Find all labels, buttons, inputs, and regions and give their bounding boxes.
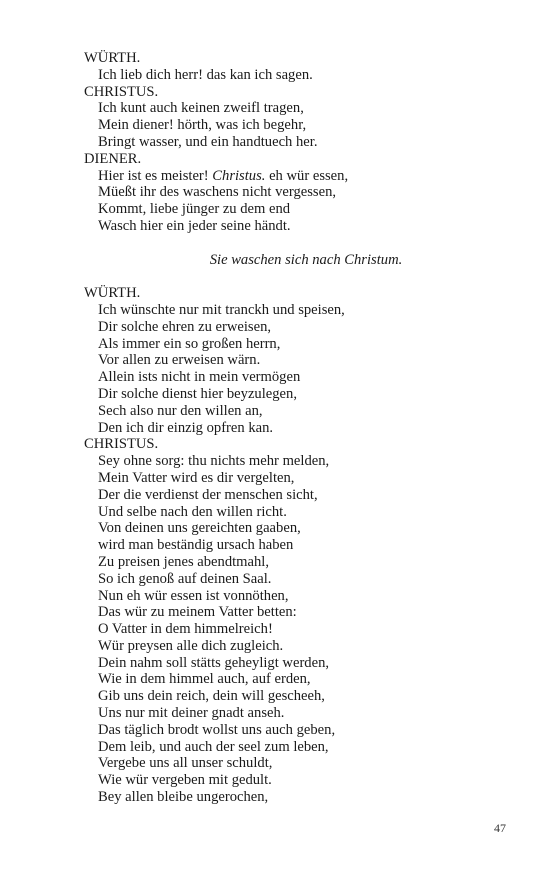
verse-line: Den ich dir einzig opfren kan.: [98, 419, 274, 436]
play-text: [84, 50, 504, 806]
verse-line: Dem leib, und auch der seel zum leben,: [98, 738, 329, 755]
verse-line: Wür preysen alle dich zugleich.: [98, 637, 284, 654]
verse-line: Das wür zu meinem Vatter betten:: [98, 604, 297, 621]
verse-line: Ich wünschte nur mit tranckh und speisen,: [98, 301, 345, 318]
verse-line: Zu preisen jenes abendtmahl,: [98, 553, 270, 570]
stage-direction: Sie waschen sich nach Christum.: [209, 251, 403, 268]
verse-line: Der die verdienst der menschen sicht,: [98, 486, 318, 503]
verse-line: Sey ohne sorg: thu nichts mehr melden,: [98, 453, 330, 470]
verse-line: Vergebe uns all unser schuldt,: [98, 755, 273, 772]
speaker-name: WÜRTH.: [84, 285, 141, 302]
verse-line: Wie wür vergeben mit gedult.: [98, 772, 272, 789]
speaker-name: WÜRTH.: [84, 50, 141, 66]
verse-line: Wie in dem himmel auch, auf erden,: [98, 671, 311, 688]
verse-line: Als immer ein so großen herrn,: [98, 335, 281, 352]
verse-line: Dir solche ehren zu erweisen,: [98, 318, 272, 335]
verse-line: Sech also nur den willen an,: [98, 402, 263, 419]
verse-text: Hier ist es meister!: [98, 167, 213, 184]
verse-line: Ich kunt auch keinen zweifl tragen,: [98, 100, 304, 117]
verse-line: Nun eh wür essen ist vonnöthen,: [98, 587, 289, 604]
verse-line: Bey allen bleibe ungerochen,: [98, 789, 269, 806]
inline-speaker: Christus.: [212, 167, 266, 184]
verse-line: Allein ists nicht in mein vermögen: [98, 369, 301, 386]
verse-line: Von deinen uns gereichten gaaben,: [98, 520, 301, 537]
verse-line: Müeßt ihr des waschens nicht vergessen,: [98, 184, 337, 201]
verse-line: Und selbe nach den willen richt.: [98, 503, 287, 520]
speaker-name: CHRISTUS.: [84, 436, 159, 453]
verse-line: O Vatter in dem himmelreich!: [98, 621, 273, 638]
blank-line: [84, 235, 504, 252]
verse-line: wird man beständig ursach haben: [98, 537, 294, 554]
verse-line: Uns nur mit deiner gnadt anseh.: [98, 705, 285, 722]
verse-line: Mein diener! hörth, was ich begehr,: [98, 117, 307, 134]
verse-line: Dein nahm soll stätts geheyligt werden,: [98, 654, 330, 671]
verse-line: Vor allen zu erweisen wärn.: [98, 352, 261, 369]
page-number: 47: [494, 821, 506, 835]
verse-line: Mein Vatter wird es dir vergelten,: [98, 469, 295, 486]
verse-line: Dir solche dienst hier beyzulegen,: [98, 385, 297, 402]
blank-line: [84, 268, 504, 285]
verse-line: Wasch hier ein jeder seine händt.: [98, 217, 291, 234]
verse-line: So ich genoß auf deinen Saal.: [98, 570, 272, 587]
verse-text: eh wür essen,: [265, 167, 349, 184]
verse-line: [84, 168, 504, 185]
verse-line: Das täglich brodt wollst uns auch geben,: [98, 721, 336, 738]
verse-line: Kommt, liebe jünger zu dem end: [98, 201, 291, 218]
verse-line: Bringt wasser, und ein handtuech her.: [98, 133, 318, 150]
speaker-name: CHRISTUS.: [84, 83, 159, 100]
verse-line: Gib uns dein reich, dein will gescheeh,: [98, 688, 325, 705]
verse-line: Ich lieb dich herr! das kan ich sagen.: [98, 66, 313, 83]
speaker-name: DIENER.: [84, 150, 142, 167]
